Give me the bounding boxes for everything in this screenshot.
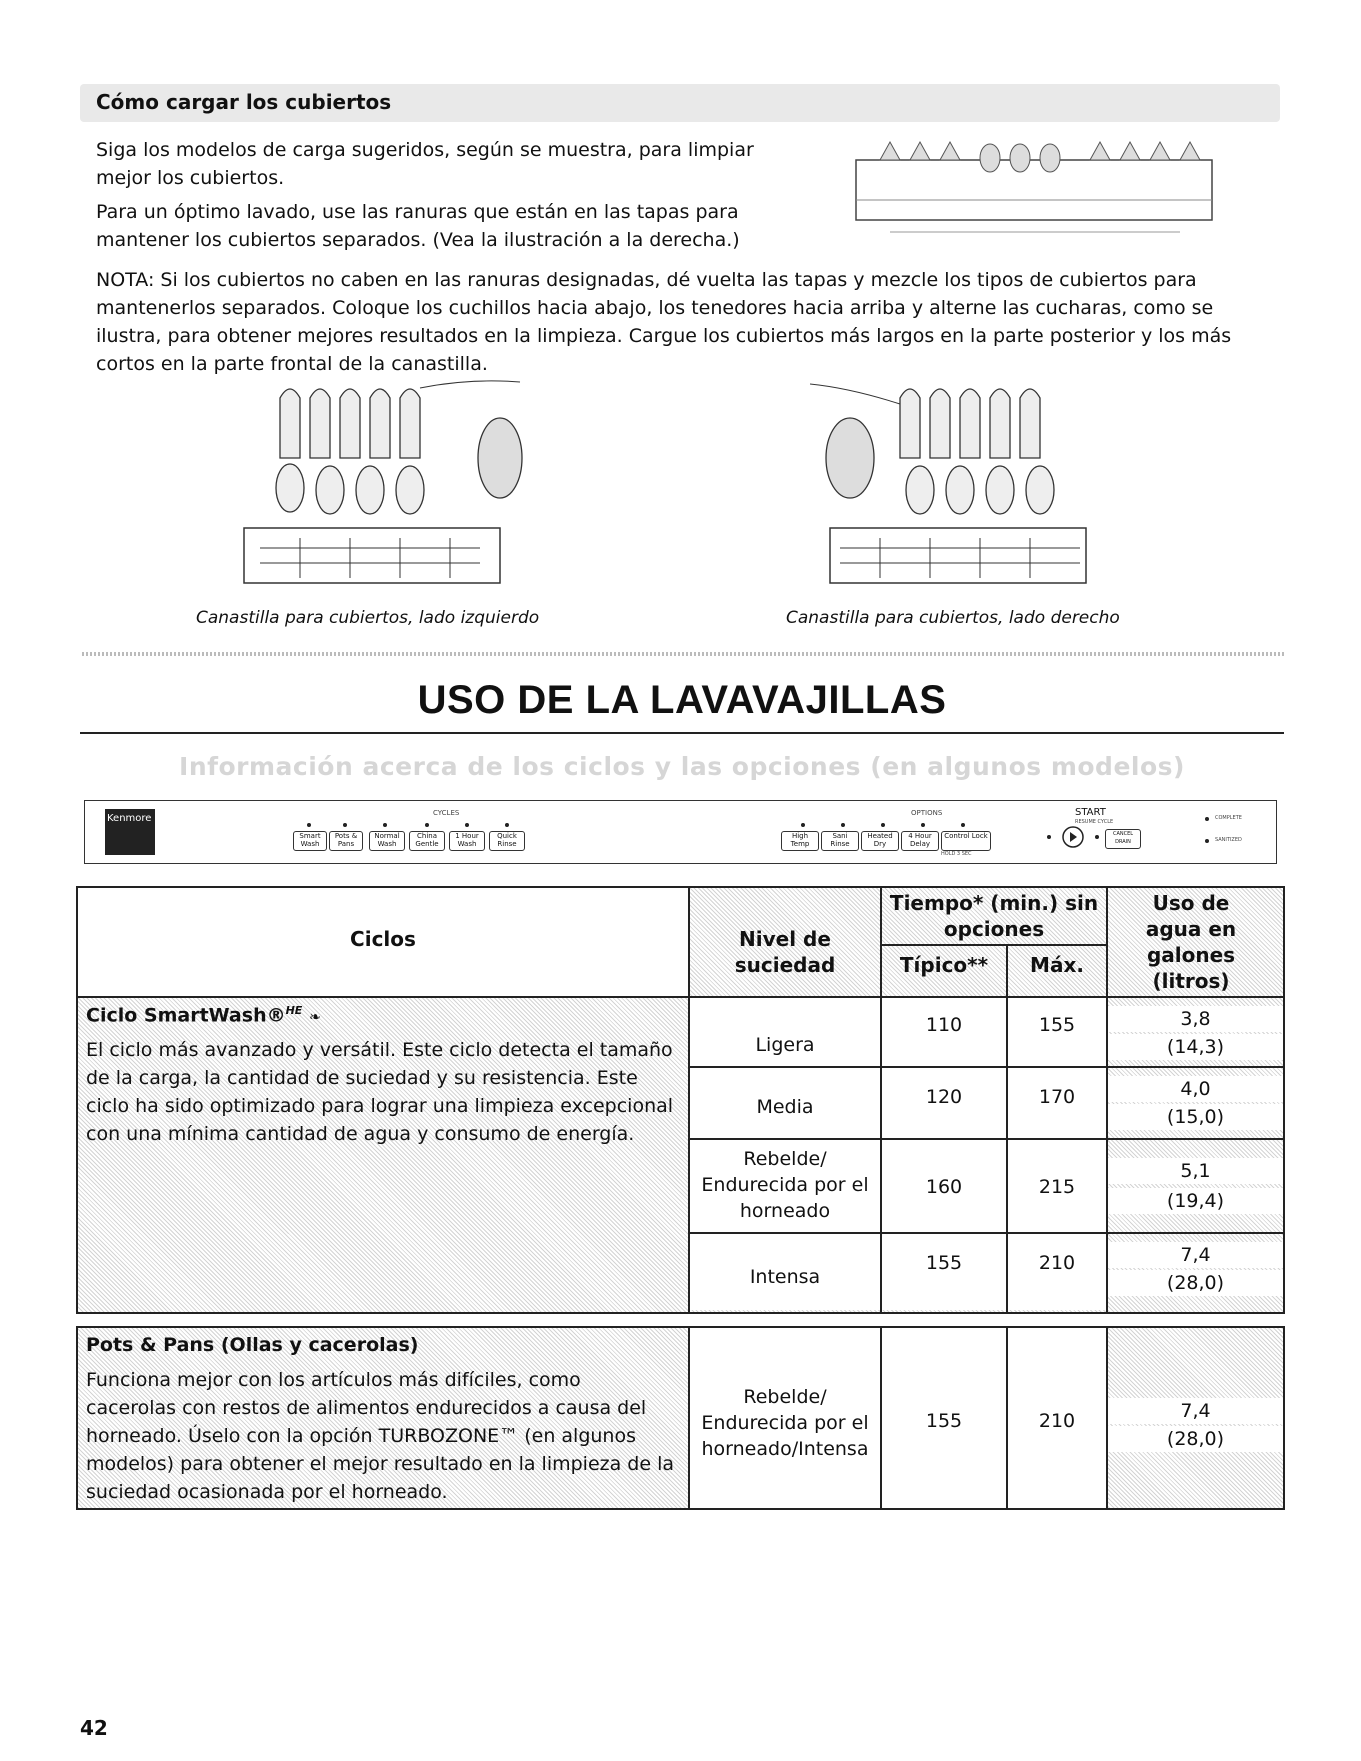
pots-pans-nivel: Rebelde/ Endurecida por el horneado/Intensa [701, 1386, 869, 1460]
pots-pans-button[interactable]: Pots & Pans [329, 831, 363, 851]
normal-wash-button[interactable]: Normal Wash [369, 831, 405, 851]
quick-rinse-button[interactable]: Quick Rinse [489, 831, 525, 851]
leaf-icon: ❧ [308, 1009, 321, 1026]
basket-left-illustration [240, 378, 530, 588]
pots-pans-description: Funciona mejor con los artículos más difíciles, como cacerolas con restos de alimentos endurecidos a causa del horneado. Úselo con la opción TURBOZONE™ (en algunos modelos) para obtener el mejor resultado en la limpieza de la suciedad ocasionada por el horneado. [86, 1369, 675, 1503]
row1-tipico: 110 [925, 1014, 963, 1036]
section-title-bar [80, 84, 1280, 122]
complete-indicator: COMPLETE [1215, 815, 1242, 821]
heated-dry-button[interactable]: Heated Dry [861, 831, 899, 851]
row2-agua: 4,0 [1108, 1076, 1283, 1102]
pots-pans-table [76, 1326, 1285, 1510]
pots-pans-max: 210 [1038, 1410, 1076, 1432]
header-agua: Uso de agua en galones (litros) [1145, 891, 1237, 993]
row2-litros: (15,0) [1108, 1104, 1283, 1130]
cycles-table [76, 886, 1285, 1314]
pots-pans-litros: (28,0) [1108, 1426, 1283, 1452]
row3-agua: 5,1 [1108, 1158, 1283, 1184]
divider [82, 652, 1284, 656]
row3-tipico: 160 [925, 1176, 963, 1198]
basket-right-illustration [810, 378, 1090, 588]
caption-right: Canastilla para cubiertos, lado derecho [786, 608, 1120, 628]
pots-pans-title: Pots & Pans (Ollas y cacerolas) [86, 1334, 419, 1356]
one-hour-wash-button[interactable]: 1 Hour Wash [449, 831, 485, 851]
caption-left: Canastilla para cubiertos, lado izquierdo [196, 608, 540, 628]
row4-nivel: Intensa [749, 1266, 821, 1288]
control-panel [84, 800, 1277, 864]
smartwash-description: El ciclo más avanzado y versátil. Este ciclo detecta el tamaño de la carga, la cantidad de suciedad y su resistencia. Este ciclo ha sido optimizado para lograr una limpieza excepcional con una mínima cantidad de agua y consumo de energía. [86, 1039, 674, 1145]
row1-litros: (14,3) [1108, 1034, 1283, 1060]
row3-litros: (19,4) [1108, 1188, 1283, 1214]
row1-max: 155 [1038, 1014, 1076, 1036]
section-title: Cómo cargar los cubiertos [96, 90, 392, 114]
basket-top-illustration [850, 140, 1220, 240]
header-ciclos: Ciclos [350, 927, 416, 951]
hold-label: HOLD 3 SEC [941, 851, 972, 857]
sanitized-indicator: SANITIZED [1215, 837, 1242, 843]
smartwash-title: Ciclo SmartWash®$^{HE}$ ❧ [86, 1004, 321, 1027]
high-temp-button[interactable]: High Temp [781, 831, 819, 851]
china-gentle-button[interactable]: China Gentle [409, 831, 445, 851]
cycles-label: CYCLES [433, 809, 460, 817]
kenmore-logo: Kenmore [105, 809, 155, 855]
start-label: START [1075, 807, 1106, 818]
start-button[interactable] [1061, 825, 1085, 849]
row4-max: 210 [1038, 1252, 1076, 1274]
row4-tipico: 155 [925, 1252, 963, 1274]
row1-agua: 3,8 [1108, 1006, 1283, 1032]
cancel-drain-button[interactable]: CANCEL DRAIN [1105, 829, 1141, 849]
row2-max: 170 [1038, 1086, 1076, 1108]
pots-pans-agua: 7,4 [1108, 1398, 1283, 1424]
note-paragraph: NOTA: Si los cubiertos no caben en las ranuras designadas, dé vuelta las tapas y mezcle los tipos de cubiertos para mantenerlos separados. Coloque los cuchillos hacia abajo, los tenedores hacia arriba y alterne las cucharas, como se ilustra, para obtener mejores resultados en la limpieza. Cargue los cubiertos más largos en la parte posterior y los más cortos en la parte frontal de la canastilla. [96, 269, 1232, 375]
delay-button[interactable]: 4 Hour Delay [901, 831, 939, 851]
sani-rinse-button[interactable]: Sani Rinse [821, 831, 859, 851]
row1-nivel: Ligera [755, 1034, 815, 1056]
start-sub-label: RESUME CYCLE [1075, 819, 1114, 825]
pots-pans-tipico: 155 [925, 1410, 963, 1432]
row4-agua: 7,4 [1108, 1242, 1283, 1268]
header-nivel: Nivel de suciedad [734, 927, 836, 977]
smart-wash-button[interactable]: Smart Wash [293, 831, 327, 851]
options-label: OPTIONS [911, 809, 943, 817]
row2-tipico: 120 [925, 1086, 963, 1108]
row3-max: 215 [1038, 1176, 1076, 1198]
page-heading: USO DE LA LAVAVAJILLAS [417, 678, 947, 722]
paragraph-1: Siga los modelos de carga sugeridos, según se muestra, para limpiar mejor los cubiertos. [96, 139, 754, 189]
page-subheading: Información acerca de los ciclos y las opciones (en algunos modelos) [179, 752, 1185, 781]
row4-litros: (28,0) [1108, 1270, 1283, 1296]
row3-nivel: Rebelde/ Endurecida por el horneado [701, 1148, 869, 1222]
heading-rule [80, 732, 1284, 734]
header-max: Máx. [1030, 953, 1084, 977]
row2-nivel: Media [756, 1096, 814, 1118]
control-lock-button[interactable]: Control Lock [941, 831, 991, 851]
paragraph-2: Para un óptimo lavado, use las ranuras que están en las tapas para mantener los cubiertos separados. (Vea la ilustración a la derecha.) [96, 201, 740, 251]
header-tiempo: Tiempo* (min.) sin opciones [889, 891, 1099, 941]
header-tipico: Típico** [899, 953, 989, 977]
page-number: 42 [80, 1716, 108, 1740]
